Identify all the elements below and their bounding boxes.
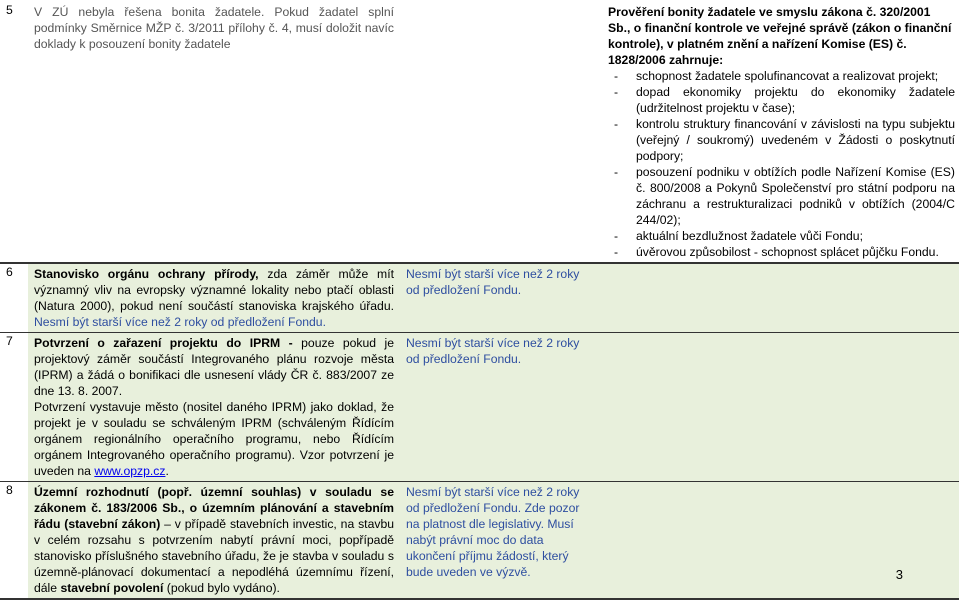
requirement-description: Stanovisko orgánu ochrany přírody, zda záměr může mít významný vliv na evropsky významné lokality nebo ptačí oblasti (Natura 2000), pokud není součástí stanoviska krajského úřadu. Nesmí být starší více než 2 roky od předložení Fondu. (28, 263, 400, 333)
empty-cell (602, 263, 959, 333)
requirement-description: Územní rozhodnutí (popř. územní souhlas) v souladu se zákonem č. 183/2006 Sb., o územním plánování a stavebním řádu (stavební zákon) – v případě stavebních investic, na stavbu v celém rozsahu s potvrzením nabytí právní moci, popřípadě stanovisko příslušného stavebního úřadu, že je stavba v souladu s územně-plánovací dokumentací a nepodléhá územnímu řízení, dále stavební povolení (pokud bylo vydáno). (28, 482, 400, 600)
validity-note (400, 2, 602, 263)
table-row (0, 333, 959, 482)
requirement-description: V ZÚ nebyla řešena bonita žadatele. Pokud žadatel splní podmínky Směrnice MŽP č. 3/2011 přílohy č. 4, musí doložit navíc doklady k posouzení bonity žadatele (28, 2, 400, 263)
validity-note: Nesmí být starší více než 2 roky od předložení Fondu. Zde pozor na platnost dle legislativy. Musí nabýt právní moc do data ukončení příjmu žádostí, který bude uveden ve výzvě. (400, 482, 602, 600)
table-row (0, 482, 959, 600)
bonity-intro: Prověření bonity žadatele ve smyslu zákona č. 320/2001 Sb., o finanční kontrole ve veřejné správě (zákon o finanční kontrole), v platném znění a nařízení Komise (ES) č. 1828/2006 zahrnuje: (608, 5, 952, 67)
list-item: - schopnost žadatele spolufinancovat a realizovat projekt; (608, 68, 955, 84)
list-item: - dopad ekonomiky projektu do ekonomiky žadatele (udržitelnost projektu v čase); (608, 84, 955, 116)
list-item: - aktuální bezdlužnost žadatele vůči Fondu; (608, 228, 955, 244)
opzp-link[interactable]: www.opzp.cz (94, 464, 166, 478)
page-number: 3 (895, 567, 903, 582)
requirement-description: Potvrzení o zařazení projektu do IPRM - pouze pokud je projektový záměr součástí Integrovaného plánu rozvoje města (IPRM) a žádá o bonifikaci dle usnesení vlády ČR č. 883/2007 ze dne 13. 8. 2007. Potvrzení vystavuje město (nositel daného IPRM) jako doklad, že projekt je v souladu se schváleným IPRM (schváleným Řídícím orgánem regionálního operačního programu, nebo Řídícím orgánem Integrovaného operačního programu). Vzor potvrzení je uveden na www.opzp.cz. (28, 333, 400, 482)
row-number: 7 (0, 333, 28, 482)
empty-cell (602, 333, 959, 482)
list-item: - kontrolu struktury financování v závislosti na typu subjektu (veřejný / soukromý) uvedeném v Žádosti o poskytnutí podpory; (608, 116, 955, 164)
validity-note: Nesmí být starší více než 2 roky od předložení Fondu. (400, 263, 602, 333)
validity-note: Nesmí být starší více než 2 roky od předložení Fondu. (400, 333, 602, 482)
table-row (0, 263, 959, 333)
table-row (0, 2, 959, 263)
list-item: - úvěrovou způsobilost - schopnost splácet půjčku Fondu. (608, 244, 955, 260)
row-number: 5 (0, 2, 28, 263)
list-item: - posouzení podniku v obtížích podle Nařízení Komise (ES) č. 800/2008 a Pokynů Společenství pro státní podporu na záchranu a restrukturalizaci podniků v obtížích (2004/C 244/02); (608, 164, 955, 228)
empty-cell (602, 482, 959, 600)
row-number: 6 (0, 263, 28, 333)
bonity-details (602, 2, 959, 263)
row-number: 8 (0, 482, 28, 600)
bonity-list (608, 68, 955, 260)
requirements-table (0, 2, 959, 600)
